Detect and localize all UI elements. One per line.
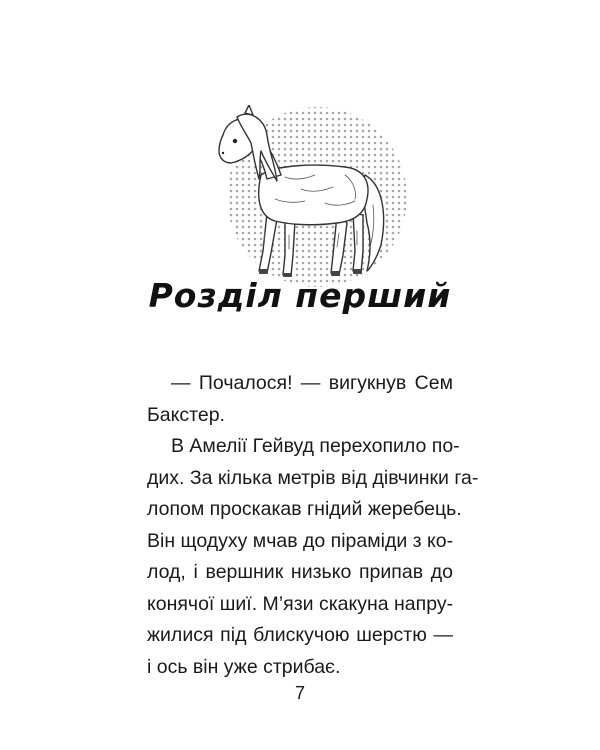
text-line: конячої шиї. М’язи скакуна напру-	[147, 592, 454, 615]
text-line: — Почалося! — вигукнув Сем	[171, 372, 453, 394]
page-number: 7	[294, 683, 305, 703]
text-line: лопом проскакав гнідий жеребець.	[147, 498, 462, 520]
text-line: і ось він уже стрибає.	[147, 655, 341, 678]
pony-icon	[205, 105, 410, 295]
chapter-title: Розділ перший	[148, 276, 452, 315]
text-line: лод, і вершник низько припав до	[147, 561, 453, 583]
text-line: Він щодуху мчав до піраміди з ко-	[147, 529, 454, 552]
text-line: В Амелії Гейвуд перехопило по-	[171, 435, 460, 457]
chapter-text	[147, 368, 479, 683]
text-line: жилися під блискучою шерстю —	[147, 624, 453, 646]
text-line: дих. За кілька метрів від дівчинки га-	[147, 466, 479, 489]
text-line: Бакстер.	[147, 403, 225, 426]
